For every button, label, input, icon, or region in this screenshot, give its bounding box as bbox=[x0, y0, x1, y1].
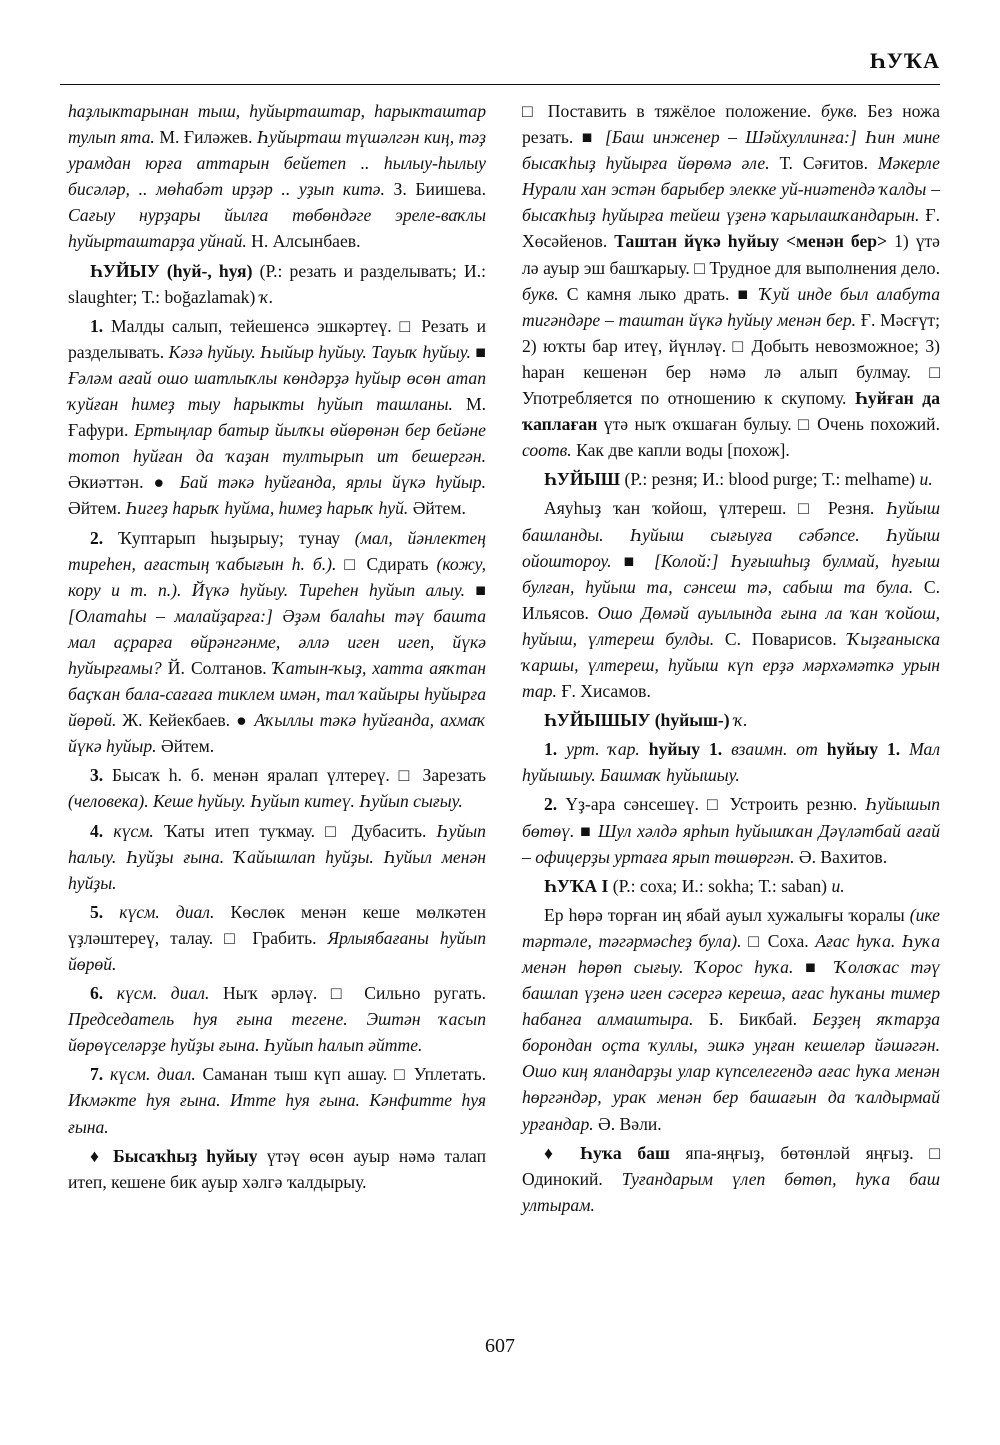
definition-text: япа-яңғыҙ, бөтөнләй яңғыҙ. □ Одинокий. bbox=[522, 1142, 940, 1189]
dictionary-paragraph bbox=[522, 1140, 940, 1218]
definition-text: Й. Солтанов. bbox=[161, 657, 273, 678]
example-text: күсм. диал. bbox=[103, 901, 215, 922]
dictionary-paragraph bbox=[68, 1061, 486, 1139]
dictionary-paragraph bbox=[522, 98, 940, 463]
example-text: букв. bbox=[522, 283, 559, 304]
example-text: Ғәләм ағай ошо шатлыҡлы көндәрҙә һуйыр өсөн атап ҡуйған һимеҙ тыу һарыкты һуйып ташланы. bbox=[68, 367, 486, 415]
definition-text: Әйтем. bbox=[156, 736, 215, 757]
definition-text: ■ bbox=[611, 550, 655, 571]
definition-text: Ер һөрә торған иң ябай ауыл хужалығы ҡоралы bbox=[544, 904, 910, 925]
definition-text: Малды салып, тейешенсә эшкәртеү. □ Резать и разделывать. bbox=[68, 315, 486, 362]
definition-text: С. Ильясов. bbox=[522, 576, 940, 623]
definition-text: ■ bbox=[793, 957, 835, 977]
definition-text: □ Поставить в тяжёлое положение. bbox=[522, 101, 821, 121]
example-text: Кәзә һуйыу. Һыйыр һуйыу. Тауыҡ һуйыу. bbox=[168, 341, 471, 362]
definition-text: Как две капли воды [похож]. bbox=[571, 440, 790, 461]
example-text: (кожу, кору и т. п.). Йүкә һуйыу. Тиреһен һуйып алыу. bbox=[68, 553, 486, 600]
example-text: күсм. bbox=[103, 820, 154, 841]
headword-text: Бысаҡһыҙ һуйыу bbox=[113, 1145, 258, 1166]
headword-text: 2. bbox=[90, 527, 104, 548]
dictionary-paragraph bbox=[68, 762, 486, 814]
dictionary-paragraph bbox=[522, 902, 940, 1137]
left-column bbox=[68, 98, 486, 1198]
headword-text: 5. bbox=[90, 901, 104, 922]
example-text: Беҙҙең яҡтарҙа борондан оҫта ҡуллы, эшкә уңған кешеләр йәшәгән. Ошо киң яландарҙы улар күпселегендә ағас һуҡа менән һөргәндәр, урак менән бер башағын да ҡалдырмай урғандар. bbox=[522, 1009, 940, 1134]
example-text: взаимн. от bbox=[722, 739, 818, 760]
definition-text: ■ bbox=[574, 820, 599, 841]
definition-text: М. Ғиләжев. bbox=[154, 127, 258, 148]
headword-text: Таштан йүкә һуйыу <менән бер> bbox=[614, 231, 888, 252]
example-text: букв. bbox=[820, 101, 858, 121]
definition-text: (Р.: резня; И.: blood purge; Т.: melhame) bbox=[620, 469, 920, 490]
definition-text bbox=[640, 739, 649, 759]
headword-text: ҺУҠА I bbox=[544, 875, 609, 896]
definition-text: З. Биишева. bbox=[384, 179, 486, 200]
example-text: Ярлыябағаны һуйып йөрөй. bbox=[68, 927, 487, 974]
definition-text: Т. Сәғитов. bbox=[769, 153, 878, 174]
definition-text: Ҡаты итеп туҡмау. □ Дубасить. bbox=[153, 820, 437, 841]
dictionary-paragraph bbox=[522, 466, 940, 492]
headword-text: 7. bbox=[90, 1064, 104, 1085]
example-text: Туғандарым үлеп бөтөп, һуҡа баш ултырам. bbox=[522, 1168, 940, 1215]
headword-text: һуйыу 1. bbox=[826, 739, 901, 760]
headword-text: 1. bbox=[544, 739, 558, 760]
headword-text: ҺУЙЫШ bbox=[544, 469, 621, 490]
dictionary-paragraph bbox=[522, 736, 940, 788]
dictionary-paragraph bbox=[522, 873, 940, 899]
example-text: ҡ. bbox=[259, 286, 274, 307]
example-text: [Олатаһы – малайҙарға:] Әҙәм балаһы тәү башта мал аҫрарға өйрәнгәнме, әллә иген игеп, йүкә һуйырғамы? bbox=[68, 605, 486, 678]
dictionary-paragraph bbox=[522, 791, 940, 869]
example-text: и. bbox=[919, 469, 933, 490]
definition-text: Әйтем. bbox=[68, 498, 126, 519]
headword-text: Һуҡа баш bbox=[580, 1142, 670, 1163]
definition-text: Ж. Кейекбаев. ● bbox=[116, 710, 255, 731]
example-text: Һуйып һалыу. Һуйҙы ғына. Ҡайышлап һуйҙы. Һуйыл менән һуйҙы. bbox=[68, 820, 486, 893]
example-text: [Баш инженер – Шәйхуллинға:] Һин мине бысаҡһыҙ һуйырға йөрөмә әле. bbox=[522, 127, 940, 174]
example-text: күсм. диал. bbox=[103, 1064, 196, 1085]
definition-text: ♦ bbox=[544, 1142, 581, 1163]
example-text: Ҡатын-ҡыҙ, хатта аяҡтан баҫҡан бала-сағаға тиклем имән, тал ҡайыры һуйырға йөрөй. bbox=[68, 657, 486, 731]
definition-text: Ә. Вәли. bbox=[593, 1113, 662, 1134]
definition-text: 1) үтә лә ауыр эш башҡарыу. □ Трудное для выполнения дело. bbox=[522, 231, 940, 278]
dictionary-paragraph bbox=[522, 707, 940, 733]
example-text: (человека). Кеше һуйыу. Һуйып китеү. Һуйып сығыу. bbox=[68, 791, 463, 812]
dictionary-paragraph bbox=[522, 495, 940, 704]
headword-text: һуйыу 1. bbox=[648, 739, 723, 760]
example-text: [Колой:] Һуғышһыҙ булмай, һуғыш булған, һуйыш та, сәнсеш тә, сабыш та була. bbox=[522, 550, 940, 597]
example-text: соотв. bbox=[522, 440, 572, 461]
definition-text: Ныҡ әрләү. □ Сильно ругать. bbox=[209, 983, 486, 1004]
definition-text: Ғ. Хөсәйенов. bbox=[522, 205, 941, 252]
definition-text: Ә. Вахитов. bbox=[794, 846, 888, 867]
example-text: Шул хәлдә ярһып һуйышҡан Дәүләтбай ағай – офицерҙы уртаға ярып төшөргән. bbox=[522, 820, 940, 867]
definition-text: ♦ bbox=[90, 1145, 114, 1166]
headword-text: 4. bbox=[90, 820, 104, 841]
dictionary-paragraph bbox=[68, 980, 486, 1058]
definition-text: Ғ. Хисамов. bbox=[556, 681, 651, 702]
example-text: Ҡолоҡас тәү башлап үҙенә иген сәсергә керешә, ағас һуҡаны тимер һабанға алмаштыра. bbox=[522, 957, 940, 1030]
definition-text: □ Соха. bbox=[741, 930, 816, 951]
definition-text bbox=[818, 739, 827, 759]
example-text: урт. ҡар. bbox=[557, 739, 640, 760]
example-text: Сағыу нурҙары йылға төбөндәге эреле-ваҡлы һуйырташтарҙа уйнай. bbox=[68, 205, 486, 252]
definition-text: Н. Алсынбаев. bbox=[246, 231, 361, 252]
example-text: күсм. диал. bbox=[103, 983, 210, 1004]
definition-text: (Р.: соха; И.: sokha; Т.: saban) bbox=[608, 875, 832, 896]
definition-text: С камня лыко драть. ■ bbox=[558, 283, 760, 304]
definition-text: Аяуһыҙ ҡан ҡойош, үлтереш. □ Резня. bbox=[544, 498, 887, 519]
definition-text: Ҡуптарып һыҙырыу; тунау bbox=[103, 527, 355, 548]
definition-text: Әкиәттән. ● bbox=[68, 472, 180, 493]
example-text: ҡ. bbox=[733, 710, 748, 731]
example-text: Икмәкте һуя ғына. Итте һуя ғына. Кәнфитте һуя ғына. bbox=[68, 1090, 486, 1137]
example-text: и. bbox=[831, 875, 845, 896]
running-head: ҺУҠА bbox=[869, 48, 940, 73]
example-text: Мәкерле Нурали хан эстән барыбер элекке уй-ниәтендә ҡалды – бысаҡһыҙ һуйырға тейеш үҙенә ҡарылашҡандарын. bbox=[522, 153, 940, 226]
example-text: Ағас һуҡа. Һуҡа менән һөрөп сығыу. Ҡорос һуҡа. bbox=[522, 930, 940, 977]
example-text: Мал һуйышыу. Башмаҡ һуйышыу. bbox=[522, 739, 940, 786]
definition-text: Көслөк менән кеше мөлкәтен үҙләштереү, талау. □ Грабить. bbox=[68, 901, 486, 948]
headword-text: 1. bbox=[90, 315, 104, 336]
example-text: Ҡуй инде был алабута тигәндәре – таштан йүкә һуйыу менән бер. bbox=[522, 283, 940, 330]
headword-text: Һуйған да ҡаплаған bbox=[522, 388, 941, 435]
dictionary-paragraph bbox=[68, 313, 486, 522]
definition-text: □ Сдирать bbox=[336, 553, 437, 574]
example-text: Һуйыш башланды. Һуйыш сығыуға сәбәпсе. Һуйыш ойоштороу. bbox=[522, 498, 940, 571]
page-number: 607 bbox=[485, 1335, 515, 1357]
definition-text: Б. Бикбай. bbox=[693, 1009, 813, 1030]
dictionary-paragraph bbox=[68, 525, 486, 760]
dictionary-paragraph bbox=[68, 98, 486, 255]
definition-text: ■ bbox=[470, 341, 487, 362]
headword-text: ҺУЙЫШЫУ (һуйыш-) bbox=[544, 710, 730, 731]
definition-text: С. Поварисов. bbox=[714, 628, 848, 649]
headword-text: 6. bbox=[90, 983, 104, 1004]
definition-text: ■ bbox=[464, 579, 486, 600]
dictionary-paragraph bbox=[68, 1143, 486, 1195]
example-text: Һуйырташ түшәлгән киң, тәҙ урамдан юрға аттарын бейетеп .. һылыу-һылыу бисәләр, .. мөһабәт ирҙәр .. уҙып китә. bbox=[68, 127, 486, 200]
headword-text: ҺУЙЫУ (һуй-, һуя) bbox=[90, 260, 253, 281]
definition-text: Без ножа резать. ■ bbox=[522, 101, 940, 148]
example-text: Һуйышып бөтөү. bbox=[522, 794, 940, 841]
dictionary-paragraph bbox=[68, 818, 486, 896]
example-text: Ертыңлар батыр йылҡы өйөрөнән бер бейәне тотоп һуйған да ҡаҙан тултырып ит бешергән. bbox=[68, 420, 486, 467]
definition-text: М. Ғафури. bbox=[68, 394, 486, 441]
definition-text: Үҙ-ара сәнсешеү. □ Устроить резню. bbox=[557, 794, 866, 815]
example-text: Һигеҙ һарыҡ һуйма, һимеҙ һарыҡ һуй. bbox=[125, 498, 409, 519]
example-text: Бай тәкә һуйғанда, ярлы йүкә һуйыр. bbox=[179, 472, 486, 493]
definition-text: Әйтем. bbox=[408, 498, 466, 519]
definition-text: (Р.: резать и разделывать; И.: slaughter; Т.: boğazlamak) bbox=[68, 260, 486, 307]
dictionary-paragraph bbox=[68, 258, 486, 310]
example-text: Ҡыҙғаныска ҡаршы, үлтереш, һуйыш күп ерҙә мәрхәмәткә урын тар. bbox=[522, 628, 940, 702]
dictionary-paragraph bbox=[68, 899, 486, 977]
header-rule bbox=[60, 84, 940, 85]
example-text: Ошо Дөмәй ауылында ғына ла ҡан ҡойош, һуйыш, үлтереш булды. bbox=[522, 602, 940, 649]
definition-text: Бысаҡ һ. б. менән яралап үлтереү. □ Зарезать bbox=[103, 765, 486, 786]
definition-text: Ғ. Мәсғүт; 2) юҡты бар итеү, йүнләү. □ Добыть невозможное; 3) һаран кешенән бер нәмә лә алып булмау. □ Употребляется по отношению к скупому. bbox=[522, 309, 941, 409]
example-text: (ике тәртәле, тәгәрмәсһеҙ була). bbox=[522, 904, 940, 951]
example-text: һаҙлыктарынан тыш, һуйырташтар, һарыкташтар тулып ята. bbox=[68, 101, 486, 148]
headword-text: 2. bbox=[544, 794, 558, 815]
example-text: (мал, йәнлектең тиреһен, ағастың ҡабығын һ. б.). bbox=[68, 527, 486, 574]
definition-text: үтәү өсөн ауыр нәмә талап итеп, кешене бик ауыр хәлгә ҡалдырыу. bbox=[68, 1145, 486, 1192]
headword-text: 3. bbox=[90, 765, 104, 786]
definition-text: үтә ныҡ оҡшаған булыу. □ Очень похожий. bbox=[597, 414, 940, 435]
right-column bbox=[522, 98, 940, 1221]
example-text: Аҡыллы тәкә һуйғанда, ахмаҡ йүкә һуйыр. bbox=[68, 710, 486, 757]
example-text: Председатель һуя ғына тегене. Эштән ҡасып йөрөүселәрҙе һуйҙы ғына. Һуйып һалып әйтте. bbox=[68, 1009, 486, 1056]
definition-text: Саманан тыш күп ашау. □ Уплетать. bbox=[195, 1064, 487, 1085]
definition-text bbox=[900, 739, 909, 759]
